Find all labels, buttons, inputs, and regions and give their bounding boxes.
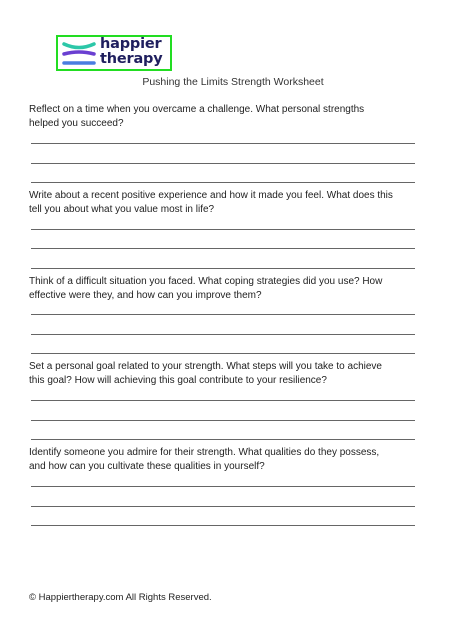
answer-line <box>31 334 415 335</box>
question-5-line-2: and how can you cultivate these qualities in yourself? <box>29 461 265 472</box>
answer-line <box>31 163 415 164</box>
answer-line <box>31 229 415 230</box>
question-3-line-2: effective were they, and how can you improve them? <box>29 290 262 301</box>
answer-line <box>31 268 415 269</box>
answer-line <box>31 143 415 144</box>
question-5 <box>29 446 429 474</box>
logo-word-happier: happier <box>100 36 162 52</box>
question-2-line-2: tell you about what you value most in life? <box>29 204 215 215</box>
question-1 <box>29 103 429 131</box>
happier-therapy-logo <box>56 35 172 71</box>
worksheet-title: Pushing the Limits Strength Worksheet <box>142 76 324 88</box>
answer-line <box>31 353 415 354</box>
question-1-line-2: helped you succeed? <box>29 118 124 129</box>
question-4-line-2: this goal? How will achieving this goal contribute to your resilience? <box>29 375 327 386</box>
question-1-line-1: Reflect on a time when you overcame a challenge. What personal strengths <box>29 104 365 115</box>
answer-line <box>31 486 415 487</box>
question-3-line-1: Think of a difficult situation you faced. What coping strategies did you use? How <box>29 276 383 287</box>
answer-line <box>31 439 415 440</box>
copyright-footer: © Happiertherapy.com All Rights Reserved. <box>29 592 212 603</box>
answer-line <box>31 400 415 401</box>
answer-line <box>31 420 415 421</box>
logo-word-therapy: therapy <box>100 51 163 67</box>
question-2 <box>29 189 429 217</box>
logo-waves-icon <box>61 39 97 69</box>
answer-line <box>31 314 415 315</box>
answer-line <box>31 525 415 526</box>
answer-line <box>31 182 415 183</box>
question-5-line-1: Identify someone you admire for their strength. What qualities do they possess, <box>29 447 380 458</box>
question-2-line-1: Write about a recent positive experience and how it made you feel. What does this <box>29 190 393 201</box>
question-4-line-1: Set a personal goal related to your strength. What steps will you take to achieve <box>29 361 382 372</box>
question-4 <box>29 360 429 388</box>
logo-wordmark <box>100 37 162 67</box>
question-3 <box>29 275 429 303</box>
answer-line <box>31 506 415 507</box>
answer-line <box>31 248 415 249</box>
